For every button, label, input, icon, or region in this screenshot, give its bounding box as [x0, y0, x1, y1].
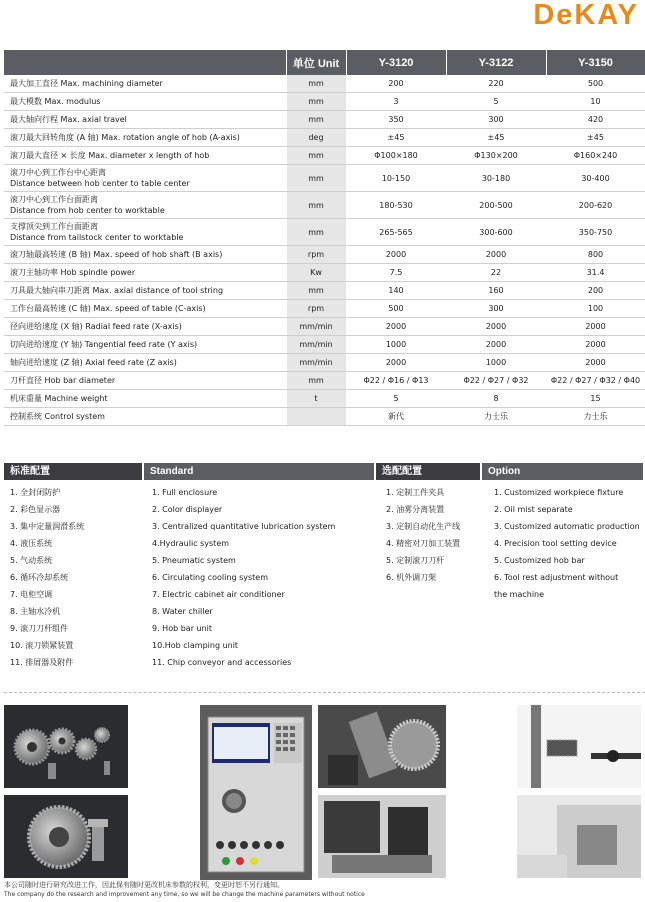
hob-tool-photo — [517, 705, 641, 788]
config-item: 4.Hydraulic system — [152, 539, 230, 548]
spec-value: 31.4 — [546, 264, 645, 282]
spec-row — [4, 219, 645, 246]
option-cn-header: 选配配置 — [376, 463, 482, 480]
disclaimer-en: The company do the research and improvement any time, so we will be change the machine parameters without notice — [4, 891, 365, 898]
spec-param — [4, 93, 286, 111]
config-item: 11. 排屑器及附件 — [10, 658, 74, 667]
spec-value: 15 — [546, 390, 645, 408]
spec-param-label-en: Distance between hob center to table center — [10, 179, 190, 188]
spec-value: 420 — [546, 111, 645, 129]
hobbing-close-up-photo — [318, 705, 446, 788]
spec-value: 8 — [446, 390, 546, 408]
spec-param — [4, 147, 286, 165]
spec-row — [4, 75, 645, 93]
spec-param-label: 滚刀轴最高转速 (B 轴) Max. speed of hob shaft (B axis) — [10, 250, 223, 259]
spec-value: 2000 — [546, 318, 645, 336]
spec-value: Φ100×180 — [346, 147, 446, 165]
spec-value: 2000 — [446, 246, 546, 264]
spec-value: 140 — [346, 282, 446, 300]
spec-row — [4, 282, 645, 300]
config-item: 2. Oil mist separate — [494, 505, 573, 514]
config-item: 7. 电柜空调 — [10, 590, 53, 599]
spec-value: 500 — [346, 300, 446, 318]
control-panel-photo — [200, 705, 312, 880]
spec-row — [4, 390, 645, 408]
spec-value: 2000 — [546, 336, 645, 354]
spec-value: 100 — [546, 300, 645, 318]
spec-value: 300-600 — [446, 219, 546, 246]
spec-value: 2000 — [546, 354, 645, 372]
spec-unit: t — [286, 390, 346, 408]
spec-row — [4, 192, 645, 219]
config-item: 2. 油雾分离装置 — [386, 505, 445, 514]
spec-row — [4, 372, 645, 390]
spec-param — [4, 192, 286, 219]
config-item: 8. 主轴水冷机 — [10, 607, 61, 616]
config-item: 9. 滚刀刀杆组件 — [10, 624, 69, 633]
spec-value: 200-620 — [546, 192, 645, 219]
config-item: 5. 定制滚刀刀杆 — [386, 556, 445, 565]
config-item: 6. Circulating cooling system — [152, 573, 268, 582]
spec-unit: mm — [286, 372, 346, 390]
machine-interior-photo — [318, 795, 446, 878]
spec-value: 新代 — [346, 408, 446, 426]
gears-photo — [4, 705, 128, 788]
option-cn-list — [380, 484, 488, 671]
config-item: 3. Centralized quantitative lubrication system — [152, 522, 336, 531]
spec-param-label: 支撑顶尖到工作台面距离 — [10, 222, 98, 231]
spec-value: 30-400 — [546, 165, 645, 192]
spec-value: 300 — [446, 300, 546, 318]
brand-logo: DeKAY — [533, 0, 639, 31]
header-param — [4, 50, 286, 75]
config-item: 6. 循环冷却系统 — [10, 573, 69, 582]
spec-param — [4, 390, 286, 408]
spec-unit: rpm — [286, 300, 346, 318]
spec-param — [4, 318, 286, 336]
spec-value: 2000 — [346, 354, 446, 372]
config-item: 2. Color displayer — [152, 505, 223, 514]
spec-param-label: 刀具最大轴向串刀距离 Max. axial distance of tool string — [10, 286, 224, 295]
gear-shaft-photo — [4, 795, 128, 878]
spec-value: 350 — [346, 111, 446, 129]
spec-unit: mm — [286, 192, 346, 219]
config-item: 4. 液压系统 — [10, 539, 53, 548]
spec-row — [4, 336, 645, 354]
spec-value: 300 — [446, 111, 546, 129]
header-y3120: Y-3120 — [346, 50, 446, 75]
config-section — [4, 463, 645, 671]
config-item: 3. 集中定量润滑系统 — [10, 522, 85, 531]
spec-param — [4, 111, 286, 129]
spec-value: ±45 — [546, 129, 645, 147]
spec-param — [4, 300, 286, 318]
spec-value: 2000 — [346, 318, 446, 336]
config-item: 2. 彩色显示器 — [10, 505, 61, 514]
config-item: 4. Precision tool setting device — [494, 539, 617, 548]
spec-unit: Kw — [286, 264, 346, 282]
spec-row — [4, 264, 645, 282]
spec-param — [4, 165, 286, 192]
header-y3150: Y-3150 — [546, 50, 645, 75]
spec-param — [4, 282, 286, 300]
spec-value: 力士乐 — [446, 408, 546, 426]
spec-unit: mm — [286, 111, 346, 129]
spec-value: ±45 — [446, 129, 546, 147]
spec-param — [4, 129, 286, 147]
standard-en-header: Standard — [144, 463, 376, 480]
spec-param-label: 最大轴向行程 Max. axial travel — [10, 115, 127, 124]
spec-value: ±45 — [346, 129, 446, 147]
spec-row — [4, 318, 645, 336]
config-header — [4, 463, 645, 480]
spec-param-label: 滚刀最大直径 × 长度 Max. diameter x length of hob — [10, 151, 210, 160]
spec-unit: deg — [286, 129, 346, 147]
config-item: 10. 滚刀锁紧装置 — [10, 641, 74, 650]
spec-value: 180-530 — [346, 192, 446, 219]
option-en-list — [488, 484, 645, 671]
spec-param — [4, 354, 286, 372]
spec-param — [4, 219, 286, 246]
spec-value: Φ130×200 — [446, 147, 546, 165]
option-en-header: Option — [482, 463, 643, 480]
spec-param — [4, 264, 286, 282]
config-item: 5. Pneumatic system — [152, 556, 236, 565]
spec-value: 500 — [546, 75, 645, 93]
disclaimer-cn: 本公司随时进行研究改进工作，因此保有随时更改机床参数的权利，变更时恕不另行通知。 — [4, 881, 284, 889]
spec-param — [4, 336, 286, 354]
spec-unit: mm — [286, 75, 346, 93]
spec-value: 2000 — [446, 336, 546, 354]
config-item: 1. Full enclosure — [152, 488, 218, 497]
header-y3122: Y-3122 — [446, 50, 546, 75]
spec-param-label: 轴向进给速度 (Z 轴) Axial feed rate (Z axis) — [10, 358, 177, 367]
spec-value: 10-150 — [346, 165, 446, 192]
config-item: 10.Hob clamping unit — [152, 641, 239, 650]
spec-unit: mm — [286, 219, 346, 246]
spec-param-label: 工作台最高转速 (C 轴) Max. speed of table (C-axis) — [10, 304, 206, 313]
spec-value: 800 — [546, 246, 645, 264]
spec-param-label: 滚刀主轴功率 Hob spindle power — [10, 268, 136, 277]
config-item: the machine — [494, 590, 545, 599]
spec-param — [4, 408, 286, 426]
spec-value: 3 — [346, 93, 446, 111]
spec-value: Φ22 / Φ27 / Φ32 — [446, 372, 546, 390]
spec-unit: rpm — [286, 246, 346, 264]
spec-param-label: 滚刀最大回转角度 (A 轴) Max. rotation angle of hob (A-axis) — [10, 133, 240, 142]
spec-value: 10 — [546, 93, 645, 111]
spec-param-label: 径向进给速度 (X 轴) Radial feed rate (X-axis) — [10, 322, 182, 331]
spec-value: 160 — [446, 282, 546, 300]
spec-header-row — [4, 50, 645, 75]
spec-row — [4, 111, 645, 129]
spec-value: 5 — [446, 93, 546, 111]
config-item: 1. 全封闭防护 — [10, 488, 61, 497]
config-item: 5. 气动系统 — [10, 556, 53, 565]
spec-value: 1000 — [346, 336, 446, 354]
config-item: 3. Customized automatic production — [494, 522, 640, 531]
standard-cn-header: 标准配置 — [4, 463, 144, 480]
spec-unit: mm/min — [286, 354, 346, 372]
config-item: 1. Customized workpiece fixture — [494, 488, 624, 497]
spec-value: 5 — [346, 390, 446, 408]
config-item: 11. Chip conveyor and accessories — [152, 658, 292, 667]
spec-param-label: 最大模数 Max. modulus — [10, 97, 101, 106]
spec-value: 200 — [346, 75, 446, 93]
spec-row — [4, 147, 645, 165]
config-item: 8. Water chiller — [152, 607, 213, 616]
spec-unit: mm/min — [286, 336, 346, 354]
spec-value: 2000 — [346, 246, 446, 264]
config-item: 3. 定制自动化生产线 — [386, 522, 461, 531]
spec-param-label: 滚刀中心到工作台面距离 — [10, 195, 98, 204]
spec-unit: mm — [286, 282, 346, 300]
spec-value: Φ22 / Φ27 / Φ32 / Φ40 — [546, 372, 645, 390]
spec-row — [4, 300, 645, 318]
spec-value: 30-180 — [446, 165, 546, 192]
spec-unit — [286, 408, 346, 426]
spec-value: 200-500 — [446, 192, 546, 219]
spec-unit: mm — [286, 93, 346, 111]
config-item: 6. 机外调刀架 — [386, 573, 437, 582]
spec-unit: mm — [286, 165, 346, 192]
spec-param-label: 刀杆直径 Hob bar diameter — [10, 376, 116, 385]
spec-value: 350-750 — [546, 219, 645, 246]
standard-en-list — [146, 484, 380, 671]
spec-row — [4, 93, 645, 111]
config-item: 5. Customized hob bar — [494, 556, 585, 565]
spec-value: 1000 — [446, 354, 546, 372]
spec-value: 220 — [446, 75, 546, 93]
spec-value: 22 — [446, 264, 546, 282]
spec-unit: mm/min — [286, 318, 346, 336]
spec-param-label-en: Distance from hob center to worktable — [10, 206, 165, 215]
spec-value: Φ22 / Φ16 / Φ13 — [346, 372, 446, 390]
spec-param-label: 机床重量 Machine weight — [10, 394, 108, 403]
spec-param-label-en: Distance from tailstock center to worktable — [10, 233, 184, 242]
spec-value: 265-565 — [346, 219, 446, 246]
spec-param-label: 最大加工直径 Max. machining diameter — [10, 79, 163, 88]
spec-unit: mm — [286, 147, 346, 165]
spec-param-label: 控制系统 Control system — [10, 412, 105, 421]
spec-param-label: 切向进给速度 (Y 轴) Tangential feed rate (Y axis) — [10, 340, 198, 349]
spec-param — [4, 246, 286, 264]
spec-row — [4, 354, 645, 372]
config-item: 1. 定制工件夹具 — [386, 488, 445, 497]
spec-row — [4, 129, 645, 147]
spec-row — [4, 246, 645, 264]
spec-row — [4, 408, 645, 426]
spec-param — [4, 75, 286, 93]
header-unit: 单位 Unit — [286, 50, 346, 75]
config-item: 7. Electric cabinet air conditioner — [152, 590, 285, 599]
spec-value: 力士乐 — [546, 408, 645, 426]
spec-value: 200 — [546, 282, 645, 300]
spec-param — [4, 372, 286, 390]
machine-exterior-photo — [517, 795, 641, 878]
spec-param-label: 滚刀中心到工作台中心距离 — [10, 168, 106, 177]
section-divider — [4, 692, 645, 693]
standard-cn-list — [4, 484, 146, 671]
spec-value: Φ160×240 — [546, 147, 645, 165]
config-item: 9. Hob bar unit — [152, 624, 213, 633]
spec-row — [4, 165, 645, 192]
spec-table — [4, 50, 645, 426]
spec-value: 7.5 — [346, 264, 446, 282]
config-item: 6. Tool rest adjustment without — [494, 573, 619, 582]
config-item: 4. 精密对刀加工装置 — [386, 539, 461, 548]
spec-value: 2000 — [446, 318, 546, 336]
